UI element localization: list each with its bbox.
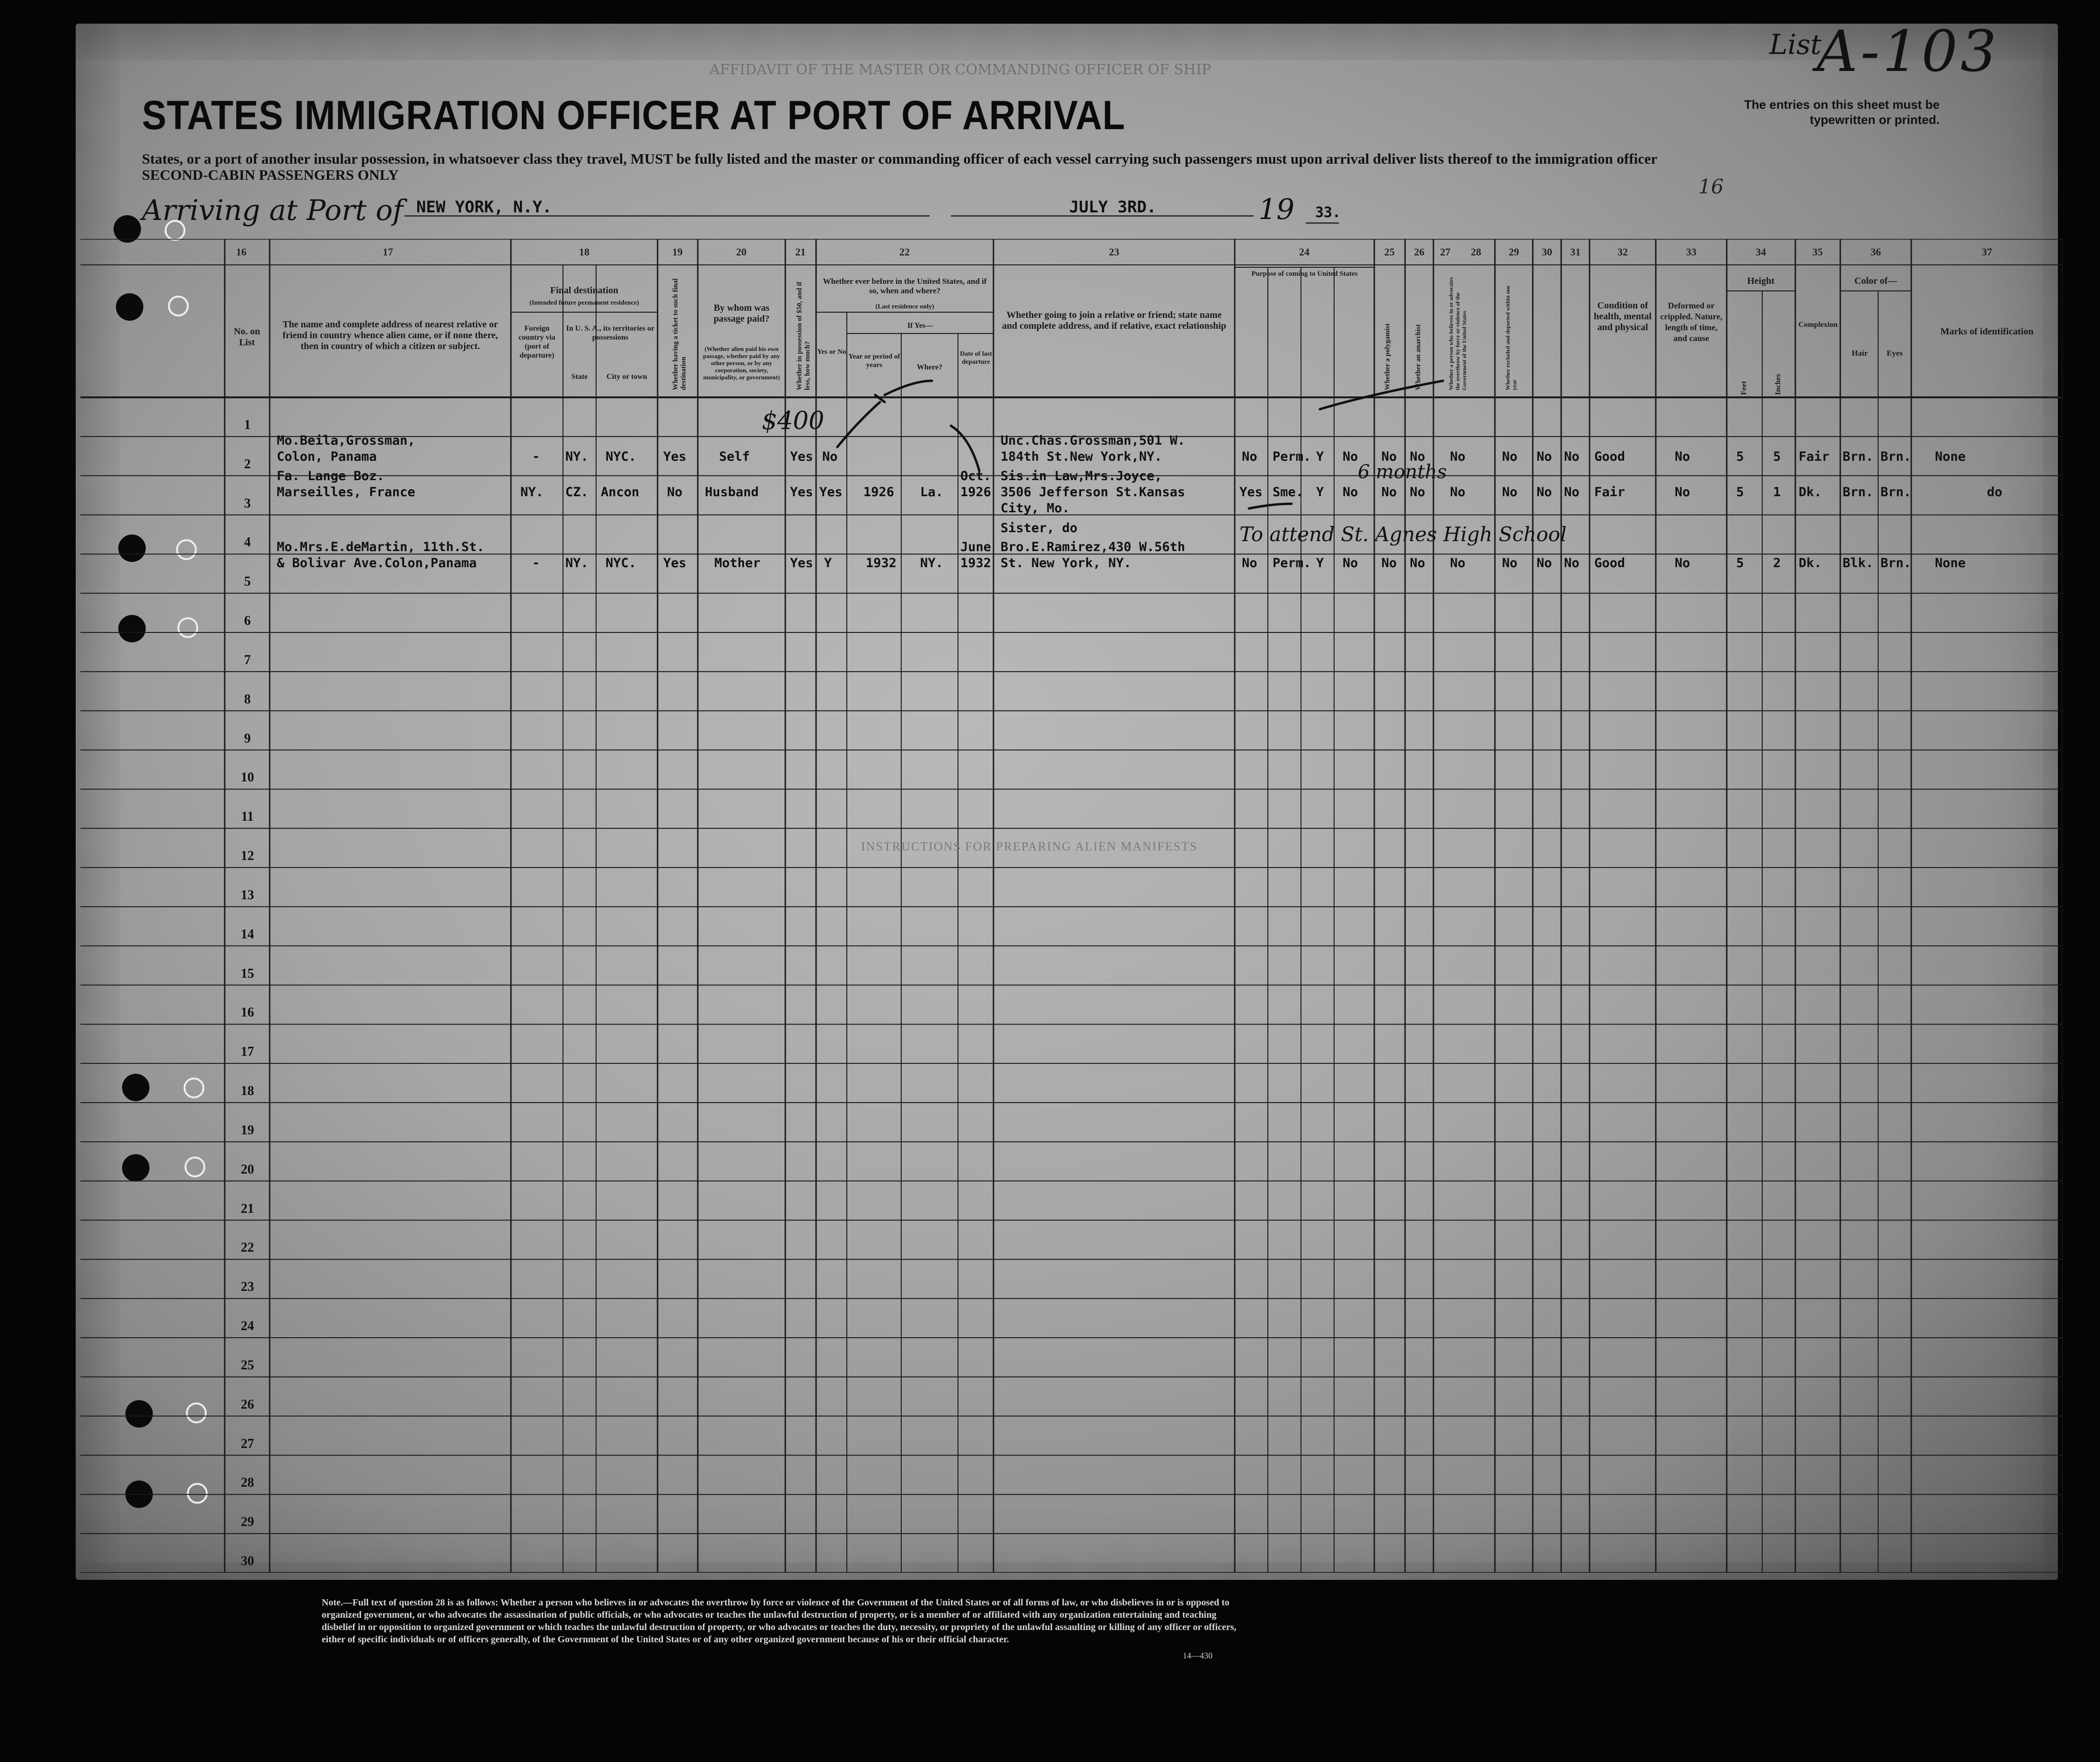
row2-26: No [1343,485,1358,500]
row1-paid-by: Self [719,449,750,464]
header-join-relative: Whether going to join a relative or friend; state name and complete address, and if relative, exact relationship [1002,310,1226,331]
row1-join-line2: 184th St.New York,NY. [1001,449,1162,464]
col-number: 29 [1509,246,1519,258]
port-of-arrival: NEW YORK, N.Y. [416,198,552,217]
row2-24b: Sme. [1273,485,1304,500]
row1-money: Yes [790,449,813,464]
year-prefix: 19 [1258,193,1295,226]
row2-28: No [1410,485,1425,500]
row2-join-line1: Sis.in Law,Mrs.Joyce, [1001,469,1162,483]
row4-25: Y [1316,556,1324,570]
row1-city: NYC. [606,449,637,464]
row1-join-line1: Unc.Chas.Grossman,501 W. [1001,433,1186,448]
row4-complexion: Dk. [1799,556,1822,570]
header-color-of: Color of— [1854,276,1898,286]
row2-feet: 5 [1736,485,1744,500]
row1-28: No [1410,449,1425,464]
faint-instructions: INSTRUCTIONS FOR PREPARING ALIEN MANIFESTS [861,840,1198,853]
instruction-subheading: States, or a port of another insular possession, in whatsoever class they travel, MUST be fully listed and the master or commanding officer of each vessel carrying such passengers must upon arrival deliver lists thereof to the immigration officer [142,150,1658,167]
row-number: 12 [241,849,254,863]
header-overthrow: Whether a person who believes in or advocates the overthrow by force or violence of the Government of the United States [1448,277,1467,390]
row-number: 22 [241,1240,254,1255]
row4-where: NY. [920,556,943,570]
header-usa-territories: In U. S. A., its territories or possessions [566,324,655,342]
row1-condition: No [1564,449,1580,464]
header-condition: Condition of health, mental and physical [1593,300,1652,333]
header-deported: Whether excluded and deported within one year [1504,285,1518,390]
row-number: 19 [241,1122,254,1138]
row4-join-line1: Bro.E.Ramirez,430 W.56th [1001,540,1186,554]
row-number: 2 [244,456,251,472]
col-number: 22 [899,246,910,258]
arriving-label: Arriving at Port of [142,194,404,227]
row2-date-line2: 1926 [960,485,992,500]
row4-health: Good [1594,556,1626,570]
row2-where: La. [920,485,943,500]
header-polygamist: Whether a polygamist [1384,323,1391,390]
row-number: 23 [241,1280,254,1295]
row4-hair: Blk. [1843,556,1874,570]
row2-eyes: Brn. [1880,485,1912,500]
row1-27: No [1381,449,1397,464]
header-feet: Feet [1740,381,1748,395]
row2-30: No [1502,485,1518,500]
row-number: 24 [241,1319,254,1333]
row2-marks: do [1987,485,2003,500]
row1-31: No [1537,449,1552,464]
row1-money-handwritten: $400 [762,407,825,435]
row4-marks: None [1935,556,1966,570]
header-eyes: Eyes [1887,349,1903,358]
row4-money: Yes [790,556,813,570]
header-hair: Hair [1852,349,1868,358]
row4-join-line2: St. New York, NY. [1001,556,1132,570]
header-ever-before: Whether ever before in the United States, and if so, when and where? [823,277,987,295]
row1-marks: None [1935,449,1966,464]
cabin-class-label: SECOND-CABIN PASSENGERS ONLY [142,167,399,183]
header-ever-before-note: (Last residence only) [875,303,934,310]
row2-paid-by: Husband [705,485,759,500]
row4-ever-before: Y [824,556,832,570]
row4-26: No [1343,556,1358,570]
row4-30: No [1502,556,1518,570]
row2-ticket: No [667,485,683,500]
row4-24a: No [1242,556,1257,570]
arrival-date: JULY 3RD. [1069,198,1157,217]
row-number: 11 [241,809,254,824]
header-inches: Inches [1774,374,1782,395]
row4-deformed: No [1675,556,1690,570]
row2-relative-line2: Marseilles, France [277,485,415,500]
row4-city: NYC. [606,556,637,570]
row4-paid-by: Mother [714,556,761,570]
header-ticket: Whether having a ticket to such final destination [672,278,687,390]
row-number: 3 [244,496,251,511]
row4-24b: Perm. [1273,556,1311,570]
row1-relative-line1: Mo.Beila,Grossman, [277,433,415,448]
row-number: 9 [244,731,251,746]
faint-top-text: AFFIDAVIT OF THE MASTER OR COMMANDING OFFICER OF SHIP [710,61,1211,78]
row2-condition: No [1564,485,1580,500]
row-number: 21 [241,1201,254,1216]
row4-28: No [1410,556,1425,570]
row2-join-line3: City, Mo. [1001,501,1070,516]
row1-deformed: No [1675,449,1690,464]
col-number: 28 [1471,246,1481,258]
row4-date-line2: 1932 [960,556,992,570]
row4-feet: 5 [1736,556,1744,570]
header-complexion: Complexion [1798,321,1838,329]
row1-feet: 5 [1736,449,1744,464]
header-height: Height [1747,276,1775,286]
header-money: Whether in possession of $50, and if less, how much? [796,281,811,390]
row4-relative-line1: Mo.Mrs.E.deMartin, 11th.St. [277,540,484,554]
row-number: 17 [241,1044,254,1060]
row2-date-line1: Oct. [960,469,992,483]
col-number: 33 [1686,246,1696,258]
col-number: 21 [795,246,806,258]
row-number: 8 [244,692,251,707]
row1-eyes: Brn. [1880,449,1912,464]
col-number: 37 [1982,246,1992,258]
list-label: List [1769,28,1822,61]
header-state: State [571,373,588,381]
row2-ever-before: Yes [819,485,843,500]
header-where: Where? [917,363,942,371]
row1-26: No [1343,449,1358,464]
row2-inches: 1 [1773,485,1781,500]
row1-inches: 5 [1773,449,1781,464]
row1-25: Y [1316,449,1324,464]
row4-31: No [1537,556,1552,570]
row2-hair: Brn. [1843,485,1874,500]
row1-ticket: Yes [663,449,686,464]
col-number: 23 [1109,246,1119,258]
col-number: 36 [1871,246,1881,258]
col-number: 25 [1384,246,1395,258]
row3-join-line1: Sister, do [1001,521,1078,535]
col-number: 34 [1756,246,1766,258]
row-number: 25 [241,1358,254,1373]
row2-year: 1926 [863,485,895,500]
row4-year: 1932 [866,556,897,570]
row1-24b: Perm. [1273,449,1311,464]
header-anarchist: Whether an anarchist [1415,324,1422,390]
row-number: 10 [241,770,254,785]
col-number: 16 [236,246,246,258]
col-number: 32 [1617,246,1628,258]
row1-ever-before: No [822,449,838,464]
col-number: 17 [383,246,393,258]
header-final-destination-note: (Intended future permanent residence) [529,299,639,307]
row1-foreign: - [532,449,540,464]
row2-deformed: No [1675,485,1690,500]
row2-31: No [1537,485,1552,500]
row-number: 28 [241,1475,254,1490]
row2-state: CZ. [565,485,589,500]
header-if-yes: If Yes— [907,322,933,330]
header-year-period: Year or period of years [848,353,900,369]
row-number: 18 [241,1084,254,1098]
row4-state: NY. [565,556,589,570]
row-number: 4 [244,535,251,550]
col-number: 26 [1414,246,1424,258]
row4-eyes: Brn. [1880,556,1912,570]
row-number: 5 [244,574,251,589]
header-passage-paid: By whom was passage paid? [713,303,770,324]
row1-30: No [1502,449,1518,464]
row-number: 16 [241,1005,254,1020]
row4-27: No [1381,556,1397,570]
row1-29: No [1450,449,1466,464]
header-purpose: Purpose of coming to United States [1251,270,1358,278]
header-date-departure: Date of last departure [960,351,992,366]
col-number: 18 [579,246,589,258]
header-final-destination: Final destination [550,285,618,296]
col-number: 19 [672,246,683,258]
row1-complexion: Fair [1799,449,1830,464]
col-number: 24 [1299,246,1309,258]
col-number: 35 [1812,246,1823,258]
row2-27: No [1381,485,1397,500]
row4-condition: No [1564,556,1580,570]
row1-24a: No [1242,449,1257,464]
row2-24-handwritten: 6 months [1358,461,1447,483]
row4-date-line1: June [960,540,992,554]
header-no-on-list: No. on List [234,326,260,348]
header-city: City or town [606,373,647,381]
row2-money: Yes [790,485,813,500]
row-number: 14 [241,927,254,942]
row4-ticket: Yes [663,556,686,570]
row2-24a: Yes [1239,485,1263,500]
col-number: 27 [1440,246,1450,258]
page-title: STATES IMMIGRATION OFFICER AT PORT OF ARRIVAL [142,93,1125,138]
header-yes-or-no: Yes or No [817,348,846,356]
form-number: 14—430 [1183,1651,1213,1660]
row2-29: No [1450,485,1466,500]
col-number: 20 [736,246,747,258]
typewritten-notice: The entries on this sheet must be typewritten or printed. [1744,97,1940,127]
row1-health: Good [1594,449,1626,464]
row2-25: Y [1316,485,1324,500]
footnote-question-28: Note.—Full text of question 28 is as follows: Whether a person who believes in or advocates the overthrow by force or violence of the Government of the United States or of all forms of law, or who disbelieves in or is opposed to organized government, or who advocates the assassination of public officials, or who advocates or teaches the unlawful destruction of property, or is a member of or affiliated with any organization entertaining and teaching disbelief in or opposition to organized government or which teaches the unlawful destruction of property, or who advocates or teaches the duty, necessity, or propriety of the unlawful assaulting or killing of any officer or officers, either of specific individuals or of officers generally, of the Government of the United States or of any other organized government because of his or their official character. [322,1597,1237,1645]
row-number: 15 [241,966,254,981]
row-number: 1 [244,417,251,432]
row2-complexion: Dk. [1799,485,1822,500]
row4-foreign: - [532,556,540,570]
row-number: 29 [241,1515,254,1530]
row1-hair: Brn. [1843,449,1874,464]
row2-city: Ancon [601,485,640,500]
row4-relative-line2: & Bolivar Ave.Colon,Panama [277,556,477,570]
row1-relative-line2: Colon, Panama [277,449,377,464]
year-suffix: 33. [1315,204,1341,221]
list-number: A-103 [1817,19,2000,85]
row2-foreign: NY. [520,485,544,500]
row-number: 30 [241,1554,254,1569]
row-number: 27 [241,1436,254,1451]
row1-state: NY. [565,449,589,464]
row4-29: No [1450,556,1466,570]
row3-handwritten-note: To attend St. Agnes High School [1239,523,1567,546]
manifest-table [80,239,2063,1573]
row4-inches: 2 [1773,556,1781,570]
row-number: 13 [241,887,254,903]
header-marks: Marks of identification [1940,326,2034,337]
year-underline [1306,222,1339,224]
row-number: 26 [241,1397,254,1412]
header-passage-paid-note: (Whether alien paid his own passage, whether paid by any other person, or by any corporation, society, municipality, or government) [703,345,780,381]
row-number: 7 [244,652,251,667]
header-foreign-country: Foreign country via (port of departure) [518,324,555,359]
col-number: 31 [1570,246,1581,258]
header-nearest-relative: The name and complete address of nearest relative or friend in country whence alien came, or if none there, then in country of which a citizen or subject. [282,319,498,351]
row2-join-line2: 3506 Jefferson St.Kansas [1001,485,1186,500]
row-number: 20 [241,1162,254,1177]
row2-health: Fair [1594,485,1626,500]
header-deformed: Deformed or crippled. Nature, length of time, and cause [1660,301,1722,343]
sheet-number: 16 [1698,175,1724,198]
row-number: 6 [244,614,251,628]
col-number: 30 [1542,246,1552,258]
row2-relative-line1: Fa. Lange Boz. [277,469,385,483]
